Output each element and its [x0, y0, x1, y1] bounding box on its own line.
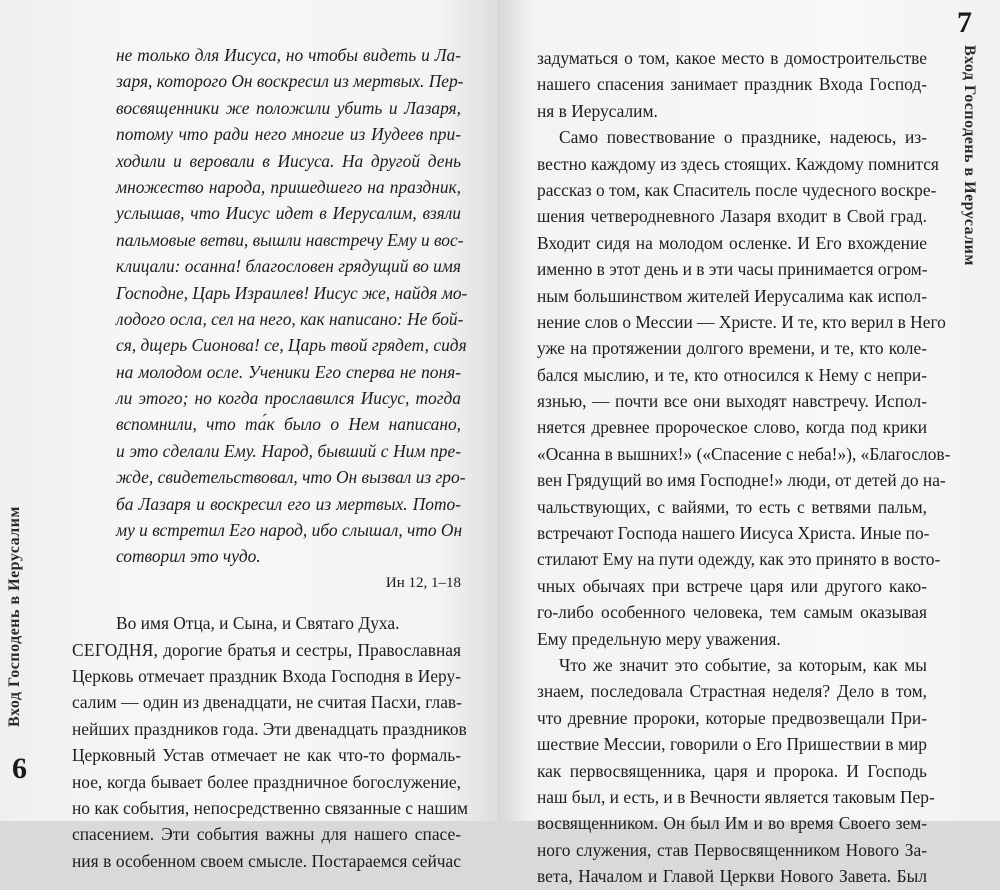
quote-line: пальмовые ветви, вышли навстречу Ему и вос-	[116, 229, 464, 250]
quote-line: потому что ради него многие из Иудеев при-	[116, 124, 461, 145]
scripture-citation: Ин 12, 1–18	[385, 574, 461, 591]
left-page-number: 6	[12, 752, 27, 785]
quote-line: вспомнили, что та́к было о Нем написано,	[116, 414, 461, 435]
quote-line: не только для Иисуса, но чтобы видеть и Ла-	[116, 45, 461, 65]
quote-line: на молодом осле. Ученики Его сперва не поня-	[116, 361, 461, 382]
right-running-head: Вход Господень в Иерусалим	[961, 45, 978, 266]
body-line: нение слов о Мессии — Христе. И те, кто верил в Него	[537, 311, 946, 332]
body-line: ня в Иерусалим.	[537, 100, 658, 121]
body-line: Само повествование о празднике, надеюсь, из-	[559, 127, 927, 148]
quote-line: ходили и веровали в Иисуса. На другой день	[116, 150, 461, 171]
body-line: задуматься о том, какое место в домостроительстве	[537, 48, 927, 68]
left-running-head: Вход Господень в Иерусалим	[6, 506, 23, 727]
right-page	[497, 0, 1000, 887]
body-line: как первосвященника, царя и пророка. И Господь	[537, 760, 927, 781]
body-line: восвященником. Он был Им и во время Своего зем-	[537, 813, 927, 834]
sermon-line: Церковный Устав отмечает не как что-то формаль-	[72, 745, 461, 766]
quote-line: множество народа, пришедшего на праздник,	[116, 176, 461, 197]
body-line: именно в этот день и в эти часы принимается огром-	[537, 259, 928, 280]
body-line: чных обычаях при встрече царя или другого како-	[537, 575, 927, 596]
body-line: что древние пророки, которые предвозвещали При-	[537, 707, 927, 728]
right-page-number: 7	[957, 6, 972, 39]
body-line: Ему предельную меру уважения.	[537, 628, 781, 649]
body-line: наш был, и есть, и в Вечности является таковым Пер-	[537, 786, 935, 807]
quote-line: заря, которого Он воскресил из мертвых. Пер-	[116, 71, 464, 92]
body-line: вестно каждому из здесь стоящих. Каждому помнится	[537, 153, 939, 174]
body-line: уже на протяжении долгого времени, и те, кто коле-	[537, 338, 927, 359]
quote-line: сотворил это чудо.	[116, 546, 261, 567]
body-line: шествие Мессии, говорили о Его Пришествии в мир	[537, 734, 927, 755]
quote-line: восвященники же положили убить и Лазаря,	[116, 97, 461, 118]
body-line: Входит сидя на молодом осленке. И Его вхождение	[537, 232, 927, 253]
sermon-line: салим — один из двенадцати, не считая Пасхи, глав-	[72, 692, 462, 713]
quote-line: ба Лазаря и воскресил его из мертвых. Пото-	[116, 493, 461, 514]
quote-line: жде, свидетельствовал, что Он вызвал из гро-	[116, 467, 466, 488]
body-line: «Осанна в вышних!» («Спасение с неба!»), «Благослов-	[537, 443, 951, 464]
body-line: няется древнее пророческое слово, когда под крики	[537, 417, 927, 438]
quote-line: и это сделали Ему. Народ, бывший с Ним пре-	[116, 440, 461, 461]
body-line: язнью, — почти все они выходят навстречу. Испол-	[537, 391, 927, 412]
sermon-line: ное, когда бывает более праздничное богослужение,	[72, 771, 461, 792]
body-line: встречают Господа нашего Иисуса Христа. Иные по-	[537, 523, 930, 544]
body-line: бался мыслию, и те, кто относился к Нему с непри-	[537, 364, 927, 385]
quote-line: Господне, Царь Израилев! Иисус же, найдя мо-	[116, 282, 468, 303]
sermon-line: Церковь отмечает праздник Входа Господня в Иеру-	[72, 665, 461, 686]
right-text-block	[537, 45, 951, 890]
body-line: ным большинством жителей Иерусалима как испол-	[537, 285, 927, 306]
quote-line: клицали: осанна! благословен грядущий во имя	[116, 256, 461, 277]
left-text-block	[72, 42, 469, 874]
invocation: Во имя Отца, и Сына, и Святаго Духа.	[116, 613, 400, 634]
sermon-first-line: СЕГОДНЯ, дорогие братья и сестры, Православная	[72, 639, 461, 660]
sermon-line: нейших праздников года. Эти двенадцать праздников	[72, 718, 467, 739]
drop-word: СЕГОДНЯ	[72, 639, 154, 660]
body-line: ного служения, став Первосвященником Нового За-	[537, 839, 927, 860]
body-line: го-либо особенного человека, тем самым оказывая	[537, 602, 927, 623]
quote-line: ся, дщерь Сионова! се, Царь твой грядет, сидя	[116, 335, 467, 356]
sermon-line: но как события, непосредственно связанные с нашим	[72, 797, 469, 818]
body-line: вен Грядущий во имя Господне!» люди, от детей до на-	[537, 470, 946, 491]
body-line: вета, Началом и Главой Церкви Нового Завета. Был	[537, 866, 927, 887]
body-line: шения четверодневного Лазаря входит в Свой град.	[537, 206, 927, 227]
body-line: знаем, последовала Страстная неделя? Дело в том,	[537, 681, 927, 702]
quote-line: ли этого; но когда прославился Иисус, тогда	[116, 388, 461, 409]
quote-line: услышав, что Иисус идет в Иерусалим, взяли	[116, 203, 461, 224]
body-line: Что же значит это событие, за которым, как мы	[559, 654, 927, 675]
sermon-line: спасением. Эти события важны для нашего спасе-	[72, 824, 461, 845]
gospel-quote	[116, 42, 468, 570]
quote-line: му и встретил Его народ, ибо слышал, что Он	[116, 520, 463, 541]
body-line: стилают Ему на пути одежду, как это принято в восто-	[537, 549, 941, 570]
body-line: рассказ о том, как Спаситель после чудесного воскре-	[537, 179, 937, 200]
quote-line: лодого осла, сел на него, как написано: Не бой-	[116, 308, 464, 329]
left-page	[0, 0, 497, 871]
body-line: нашего спасения занимает праздник Входа Господ-	[537, 74, 927, 95]
sermon-line: ния в особенном своем смысле. Постараемся сейчас	[72, 850, 461, 871]
body-line: чальствующих, с вайями, то есть с ветвями пальм,	[537, 496, 927, 517]
